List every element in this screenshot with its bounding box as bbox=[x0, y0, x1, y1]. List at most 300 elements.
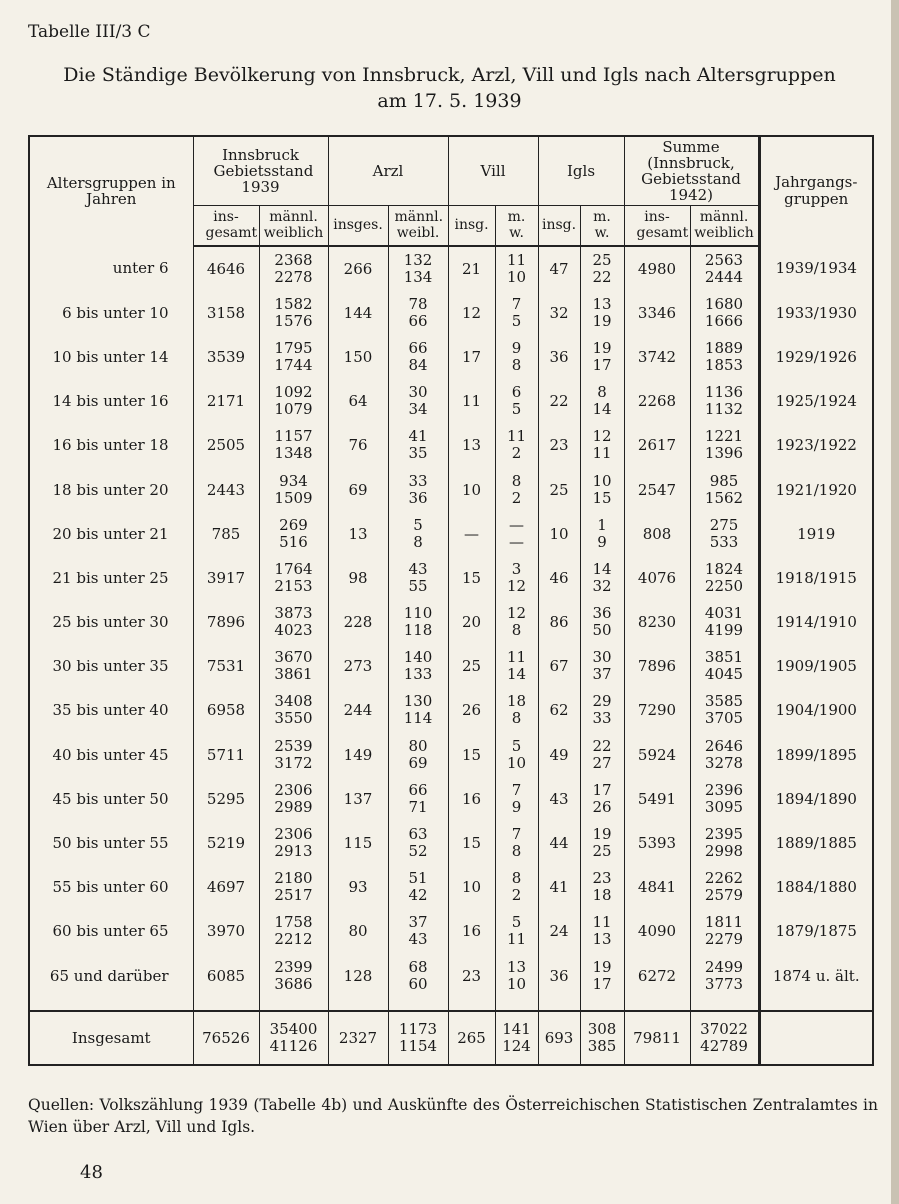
total-igls-w: 385 bbox=[587, 1036, 617, 1055]
vill-mw-male: — bbox=[509, 515, 525, 534]
arzl-insges: 244 bbox=[328, 688, 388, 732]
inn-mw-male: 2306 bbox=[274, 825, 313, 844]
total-arzl: 2327 bbox=[328, 1011, 388, 1065]
header-age: Altersgruppen in Jahren bbox=[29, 136, 193, 246]
sum-gesamt: 4841 bbox=[624, 865, 690, 909]
arzl-mw-female: 34 bbox=[408, 400, 428, 419]
igls-mw bbox=[580, 246, 624, 291]
arzl-insges: 69 bbox=[328, 467, 388, 511]
igls-mw-male: 19 bbox=[592, 825, 612, 844]
vill-mw-female: 2 bbox=[511, 444, 522, 463]
inn-gesamt: 5295 bbox=[193, 777, 259, 821]
table-row bbox=[29, 335, 873, 379]
igls-mw bbox=[580, 644, 624, 688]
arzl-mw-female: 55 bbox=[408, 576, 428, 595]
arzl-mw-female: 43 bbox=[408, 930, 428, 949]
inn-gesamt: 3917 bbox=[193, 556, 259, 600]
inn-mw-male: 934 bbox=[279, 471, 308, 490]
header-vill-mw: m. w. bbox=[495, 206, 538, 246]
igls-mw bbox=[580, 821, 624, 865]
arzl-insges: 64 bbox=[328, 379, 388, 423]
jahrgang: 1879/1875 bbox=[759, 909, 873, 953]
inn-gesamt: 6085 bbox=[193, 954, 259, 998]
sum-gesamt: 8230 bbox=[624, 600, 690, 644]
vill-mw-female: 10 bbox=[506, 267, 527, 286]
sum-mw bbox=[690, 644, 759, 688]
header-vill-insg: insg. bbox=[448, 206, 495, 246]
vill-insg: 15 bbox=[448, 821, 495, 865]
arzl-insges: 76 bbox=[328, 423, 388, 467]
vill-mw-male: 7 bbox=[511, 294, 522, 313]
table-row bbox=[29, 423, 873, 467]
inn-mw-female: 1348 bbox=[274, 444, 313, 463]
jahrgang: 1909/1905 bbox=[759, 644, 873, 688]
arzl-mw bbox=[388, 467, 448, 511]
inn-mw-male: 2180 bbox=[274, 869, 313, 888]
table-row bbox=[29, 600, 873, 644]
vill-mw-female: 5 bbox=[511, 400, 522, 419]
vill-mw bbox=[495, 688, 538, 732]
total-sum-mw bbox=[690, 1011, 759, 1065]
vill-insg: 13 bbox=[448, 423, 495, 467]
inn-gesamt: 3158 bbox=[193, 291, 259, 335]
sum-gesamt: 5393 bbox=[624, 821, 690, 865]
age-cell: 45 bis unter 50 bbox=[29, 777, 193, 821]
arzl-mw-male: 66 bbox=[408, 780, 428, 799]
igls-mw bbox=[580, 467, 624, 511]
vill-mw-male: 9 bbox=[511, 338, 522, 357]
inn-mw-female: 2278 bbox=[274, 267, 313, 286]
arzl-mw-female: 36 bbox=[408, 488, 428, 507]
igls-mw-male: 11 bbox=[592, 913, 612, 932]
igls-mw bbox=[580, 291, 624, 335]
vill-mw-male: 8 bbox=[511, 869, 522, 888]
arzl-mw-male: 63 bbox=[408, 825, 428, 844]
population-table bbox=[28, 135, 874, 1066]
sum-mw-female: 1132 bbox=[704, 400, 744, 419]
vill-mw-female: 9 bbox=[511, 797, 522, 816]
igls-mw bbox=[580, 954, 624, 998]
table-row bbox=[29, 644, 873, 688]
sum-gesamt: 6272 bbox=[624, 954, 690, 998]
arzl-mw bbox=[388, 423, 448, 467]
igls-mw-male: 19 bbox=[592, 957, 612, 976]
arzl-mw-male: 130 bbox=[403, 692, 433, 711]
jahrgang: 1874 u. ält. bbox=[759, 954, 873, 998]
inn-mw-female: 1576 bbox=[274, 311, 313, 330]
title-line-2: am 17. 5. 1939 bbox=[377, 90, 522, 112]
vill-mw-male: 11 bbox=[506, 648, 527, 667]
sum-mw bbox=[690, 512, 759, 556]
age-cell: 55 bis unter 60 bbox=[29, 865, 193, 909]
vill-insg: 21 bbox=[448, 246, 495, 291]
vill-insg: 15 bbox=[448, 733, 495, 777]
sum-mw bbox=[690, 777, 759, 821]
inn-mw bbox=[259, 512, 328, 556]
vill-mw-female: 8 bbox=[511, 621, 522, 640]
inn-mw bbox=[259, 777, 328, 821]
total-inn-w: 41126 bbox=[269, 1036, 318, 1055]
total-arzl-w: 1154 bbox=[398, 1036, 438, 1055]
arzl-insges: 137 bbox=[328, 777, 388, 821]
inn-mw bbox=[259, 291, 328, 335]
sum-mw-female: 1666 bbox=[704, 311, 744, 330]
inn-gesamt: 7531 bbox=[193, 644, 259, 688]
arzl-mw-male: 80 bbox=[408, 736, 428, 755]
arzl-mw bbox=[388, 600, 448, 644]
inn-mw-female: 2153 bbox=[274, 576, 313, 595]
vill-mw-female: 2 bbox=[511, 886, 522, 905]
igls-mw bbox=[580, 379, 624, 423]
igls-insg: 62 bbox=[538, 688, 580, 732]
vill-mw-male: 3 bbox=[511, 559, 522, 578]
vill-mw bbox=[495, 821, 538, 865]
inn-gesamt: 2443 bbox=[193, 467, 259, 511]
inn-mw-female: 4023 bbox=[274, 621, 313, 640]
sum-mw-female: 2998 bbox=[704, 842, 744, 861]
header-inn-gesamt: ins- gesamt bbox=[193, 206, 259, 246]
age-cell: 35 bis unter 40 bbox=[29, 688, 193, 732]
vill-insg: 12 bbox=[448, 291, 495, 335]
table-row bbox=[29, 556, 873, 600]
inn-mw bbox=[259, 644, 328, 688]
arzl-mw bbox=[388, 556, 448, 600]
igls-mw-male: 12 bbox=[592, 427, 612, 446]
igls-insg: 36 bbox=[538, 954, 580, 998]
header-sum-mw: männl. weiblich bbox=[690, 206, 759, 246]
igls-mw-female: 18 bbox=[592, 886, 612, 905]
igls-insg: 46 bbox=[538, 556, 580, 600]
sum-mw-male: 275 bbox=[709, 515, 739, 534]
header-jahrgang: Jahrgangs- gruppen bbox=[759, 136, 873, 246]
igls-mw bbox=[580, 556, 624, 600]
igls-mw-female: 17 bbox=[592, 355, 612, 374]
arzl-insges: 266 bbox=[328, 246, 388, 291]
sum-mw-female: 1853 bbox=[704, 355, 744, 374]
inn-mw bbox=[259, 600, 328, 644]
igls-insg: 41 bbox=[538, 865, 580, 909]
arzl-mw-male: 37 bbox=[408, 913, 428, 932]
arzl-mw-female: 133 bbox=[403, 665, 433, 684]
igls-insg: 43 bbox=[538, 777, 580, 821]
vill-mw-male: 7 bbox=[511, 780, 522, 799]
arzl-mw-male: 66 bbox=[408, 338, 428, 357]
total-igls-mw bbox=[580, 1011, 624, 1065]
inn-mw bbox=[259, 467, 328, 511]
sum-mw-female: 4045 bbox=[704, 665, 744, 684]
header-arzl-mw: männl. weibl. bbox=[388, 206, 448, 246]
vill-mw-female: 8 bbox=[511, 355, 522, 374]
table-row bbox=[29, 467, 873, 511]
arzl-mw-male: 78 bbox=[408, 294, 428, 313]
age-cell: 18 bis unter 20 bbox=[29, 467, 193, 511]
table-row bbox=[29, 379, 873, 423]
sum-mw-male: 2262 bbox=[704, 869, 744, 888]
arzl-mw-male: 51 bbox=[408, 869, 428, 888]
arzl-mw bbox=[388, 246, 448, 291]
jahrgang: 1889/1885 bbox=[759, 821, 873, 865]
inn-mw bbox=[259, 246, 328, 291]
inn-mw-male: 2368 bbox=[274, 250, 313, 269]
arzl-insges: 128 bbox=[328, 954, 388, 998]
total-vill: 265 bbox=[448, 1011, 495, 1065]
sum-gesamt: 4090 bbox=[624, 909, 690, 953]
arzl-mw-female: 35 bbox=[408, 444, 428, 463]
vill-mw-female: 5 bbox=[511, 311, 522, 330]
sum-gesamt: 7290 bbox=[624, 688, 690, 732]
inn-mw-female: 3172 bbox=[274, 753, 313, 772]
header-igls: Igls bbox=[538, 136, 624, 206]
inn-mw-male: 3873 bbox=[274, 604, 313, 623]
total-vill-w: 124 bbox=[502, 1036, 531, 1055]
arzl-mw-female: 69 bbox=[408, 753, 428, 772]
total-inn: 76526 bbox=[193, 1011, 259, 1065]
inn-mw bbox=[259, 865, 328, 909]
sum-mw-male: 985 bbox=[709, 471, 739, 490]
vill-insg: 26 bbox=[448, 688, 495, 732]
table-row bbox=[29, 954, 873, 998]
vill-insg: 10 bbox=[448, 865, 495, 909]
igls-mw-male: 1 bbox=[597, 515, 607, 534]
sum-mw bbox=[690, 600, 759, 644]
vill-mw-female: — bbox=[509, 532, 525, 551]
inn-mw bbox=[259, 909, 328, 953]
sum-mw-male: 1811 bbox=[704, 913, 744, 932]
arzl-insges: 149 bbox=[328, 733, 388, 777]
sum-gesamt: 808 bbox=[624, 512, 690, 556]
inn-mw-male: 2399 bbox=[274, 957, 313, 976]
sum-mw-female: 2250 bbox=[704, 576, 744, 595]
total-vill-mw bbox=[495, 1011, 538, 1065]
igls-mw-female: 17 bbox=[592, 974, 612, 993]
sum-mw-male: 2563 bbox=[704, 250, 744, 269]
sum-mw bbox=[690, 467, 759, 511]
jahrgang: 1929/1926 bbox=[759, 335, 873, 379]
vill-insg: — bbox=[448, 512, 495, 556]
sum-mw-male: 2646 bbox=[704, 736, 744, 755]
vill-mw-male: 5 bbox=[511, 736, 522, 755]
sum-mw bbox=[690, 556, 759, 600]
arzl-mw bbox=[388, 777, 448, 821]
arzl-mw-female: 52 bbox=[408, 842, 428, 861]
jahrgang: 1921/1920 bbox=[759, 467, 873, 511]
sum-mw bbox=[690, 821, 759, 865]
igls-insg: 22 bbox=[538, 379, 580, 423]
igls-mw bbox=[580, 600, 624, 644]
total-igls-m: 308 bbox=[587, 1019, 617, 1038]
inn-mw-female: 1509 bbox=[274, 488, 313, 507]
igls-insg: 67 bbox=[538, 644, 580, 688]
arzl-mw bbox=[388, 733, 448, 777]
igls-mw bbox=[580, 865, 624, 909]
inn-mw-male: 2306 bbox=[274, 780, 313, 799]
arzl-mw-female: 84 bbox=[408, 355, 428, 374]
table-row bbox=[29, 821, 873, 865]
igls-mw-male: 29 bbox=[592, 692, 612, 711]
table-row bbox=[29, 733, 873, 777]
vill-mw bbox=[495, 246, 538, 291]
vill-mw-female: 14 bbox=[506, 665, 527, 684]
jahrgang: 1939/1934 bbox=[759, 246, 873, 291]
page-title bbox=[0, 62, 899, 114]
igls-insg: 44 bbox=[538, 821, 580, 865]
inn-mw-female: 3861 bbox=[274, 665, 313, 684]
age-cell: unter 6 bbox=[29, 246, 193, 291]
sum-mw-female: 2579 bbox=[704, 886, 744, 905]
igls-mw bbox=[580, 688, 624, 732]
inn-mw-female: 3686 bbox=[274, 974, 313, 993]
arzl-mw bbox=[388, 909, 448, 953]
igls-mw bbox=[580, 733, 624, 777]
table-row bbox=[29, 865, 873, 909]
sum-mw bbox=[690, 865, 759, 909]
inn-gesamt: 2505 bbox=[193, 423, 259, 467]
vill-mw bbox=[495, 600, 538, 644]
igls-mw-female: 22 bbox=[592, 267, 612, 286]
vill-mw-female: 10 bbox=[506, 753, 527, 772]
igls-insg: 47 bbox=[538, 246, 580, 291]
jahrgang: 1914/1910 bbox=[759, 600, 873, 644]
sum-gesamt: 3346 bbox=[624, 291, 690, 335]
igls-mw-female: 9 bbox=[597, 532, 607, 551]
age-cell: 20 bis unter 21 bbox=[29, 512, 193, 556]
jahrgang: 1925/1924 bbox=[759, 379, 873, 423]
age-cell: 6 bis unter 10 bbox=[29, 291, 193, 335]
header-arzl: Arzl bbox=[328, 136, 448, 206]
total-arzl-mw bbox=[388, 1011, 448, 1065]
igls-mw-female: 19 bbox=[592, 311, 612, 330]
inn-gesamt: 6958 bbox=[193, 688, 259, 732]
sum-mw bbox=[690, 423, 759, 467]
igls-mw bbox=[580, 512, 624, 556]
jahrgang: 1899/1895 bbox=[759, 733, 873, 777]
vill-mw-male: 11 bbox=[506, 427, 527, 446]
table-row bbox=[29, 777, 873, 821]
sum-mw-male: 2396 bbox=[704, 780, 744, 799]
age-cell: 60 bis unter 65 bbox=[29, 909, 193, 953]
igls-mw-male: 23 bbox=[592, 869, 612, 888]
arzl-mw bbox=[388, 512, 448, 556]
header-vill: Vill bbox=[448, 136, 538, 206]
igls-insg: 86 bbox=[538, 600, 580, 644]
jahrgang: 1933/1930 bbox=[759, 291, 873, 335]
header-inn-mw: männl. weiblich bbox=[259, 206, 328, 246]
sum-mw bbox=[690, 291, 759, 335]
vill-mw-female: 2 bbox=[511, 488, 522, 507]
igls-mw-male: 10 bbox=[592, 471, 612, 490]
age-cell: 16 bis unter 18 bbox=[29, 423, 193, 467]
age-cell: 30 bis unter 35 bbox=[29, 644, 193, 688]
age-cell: 50 bis unter 55 bbox=[29, 821, 193, 865]
sum-mw bbox=[690, 246, 759, 291]
header-sum-gesamt: ins- gesamt bbox=[624, 206, 690, 246]
igls-mw-male: 36 bbox=[592, 604, 612, 623]
sum-gesamt: 2547 bbox=[624, 467, 690, 511]
arzl-mw-female: 66 bbox=[408, 311, 428, 330]
inn-gesamt: 4646 bbox=[193, 246, 259, 291]
vill-mw-male: 8 bbox=[511, 471, 522, 490]
table-row bbox=[29, 246, 873, 291]
inn-mw bbox=[259, 379, 328, 423]
age-cell: 65 und darüber bbox=[29, 954, 193, 998]
sum-mw bbox=[690, 379, 759, 423]
sum-mw-male: 2395 bbox=[704, 825, 744, 844]
inn-gesamt: 4697 bbox=[193, 865, 259, 909]
inn-mw bbox=[259, 423, 328, 467]
age-cell: 10 bis unter 14 bbox=[29, 335, 193, 379]
inn-mw-male: 1795 bbox=[274, 338, 313, 357]
vill-mw-male: 7 bbox=[511, 825, 522, 844]
page-edge bbox=[891, 0, 899, 1204]
vill-mw-female: 11 bbox=[506, 930, 527, 949]
arzl-insges: 13 bbox=[328, 512, 388, 556]
arzl-mw-male: 140 bbox=[403, 648, 433, 667]
total-label: Insgesamt bbox=[29, 1011, 193, 1065]
arzl-mw-female: 8 bbox=[413, 532, 423, 551]
vill-insg: 16 bbox=[448, 777, 495, 821]
inn-gesamt: 7896 bbox=[193, 600, 259, 644]
igls-mw-female: 14 bbox=[592, 400, 612, 419]
arzl-mw-female: 134 bbox=[403, 267, 433, 286]
arzl-mw bbox=[388, 865, 448, 909]
igls-mw-female: 13 bbox=[592, 930, 612, 949]
total-arzl-m: 1173 bbox=[398, 1019, 438, 1038]
sum-mw-female: 3278 bbox=[704, 753, 744, 772]
igls-mw-female: 32 bbox=[592, 576, 612, 595]
sum-mw-male: 1680 bbox=[704, 294, 744, 313]
inn-mw bbox=[259, 556, 328, 600]
vill-mw bbox=[495, 733, 538, 777]
vill-mw bbox=[495, 512, 538, 556]
inn-mw-female: 3550 bbox=[274, 709, 313, 728]
header-summe: Summe (Innsbruck, Gebietsstand 1942) bbox=[624, 136, 759, 206]
vill-insg: 16 bbox=[448, 909, 495, 953]
inn-gesamt: 5711 bbox=[193, 733, 259, 777]
igls-insg: 49 bbox=[538, 733, 580, 777]
arzl-mw bbox=[388, 291, 448, 335]
vill-mw bbox=[495, 556, 538, 600]
igls-insg: 10 bbox=[538, 512, 580, 556]
header-innsbruck: Innsbruck Gebietsstand 1939 bbox=[193, 136, 328, 206]
igls-mw bbox=[580, 423, 624, 467]
table-row bbox=[29, 291, 873, 335]
vill-mw bbox=[495, 865, 538, 909]
arzl-mw-male: 30 bbox=[408, 383, 428, 402]
inn-mw-male: 1092 bbox=[274, 383, 313, 402]
vill-mw bbox=[495, 954, 538, 998]
page-number: 48 bbox=[80, 1162, 103, 1183]
table-row bbox=[29, 688, 873, 732]
inn-gesamt: 3970 bbox=[193, 909, 259, 953]
inn-mw-female: 2989 bbox=[274, 797, 313, 816]
sum-mw-male: 1221 bbox=[704, 427, 744, 446]
jahrgang: 1919 bbox=[759, 512, 873, 556]
vill-mw-female: 8 bbox=[511, 842, 522, 861]
igls-mw-female: 27 bbox=[592, 753, 612, 772]
igls-insg: 36 bbox=[538, 335, 580, 379]
igls-mw-female: 37 bbox=[592, 665, 612, 684]
igls-mw-female: 11 bbox=[592, 444, 612, 463]
igls-insg: 24 bbox=[538, 909, 580, 953]
arzl-mw-female: 60 bbox=[408, 974, 428, 993]
jahrgang: 1923/1922 bbox=[759, 423, 873, 467]
arzl-insges: 80 bbox=[328, 909, 388, 953]
inn-mw-male: 1764 bbox=[274, 559, 313, 578]
table-row bbox=[29, 512, 873, 556]
sum-mw-female: 533 bbox=[709, 532, 739, 551]
vill-mw-male: 11 bbox=[506, 250, 527, 269]
inn-gesamt: 5219 bbox=[193, 821, 259, 865]
